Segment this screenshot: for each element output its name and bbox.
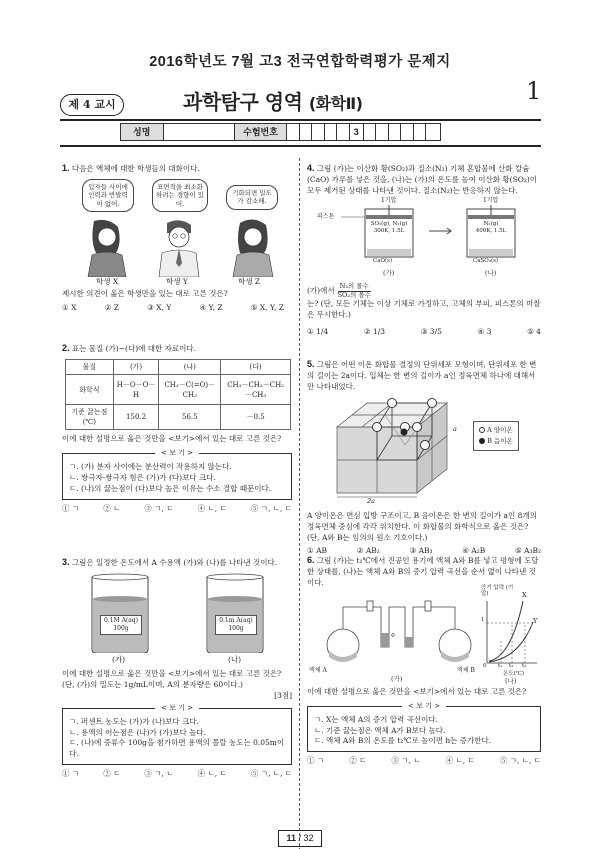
q1-question: 제시한 의견이 옳은 학생만을 있는 대로 고른 것은? [62, 289, 228, 299]
exam-digit-cell[interactable] [287, 124, 300, 140]
exam-number-label: 수험번호 [235, 124, 287, 140]
q2-table [65, 359, 291, 430]
q4-frac-pre: (가)에서 [307, 285, 335, 295]
q3-caption-b: (나) [228, 655, 242, 665]
q1-choice[interactable]: ③ X, Y [147, 302, 172, 312]
q1-bubble-x: 입자들 사이에 인력과 반발력이 없어. [82, 179, 134, 212]
q2-choice[interactable]: ⑤ ㄱ, ㄴ, ㄷ [250, 503, 292, 513]
beaker-b-mass: 100g [228, 624, 244, 632]
q2-number: 2. [62, 343, 70, 353]
page-total: 32 [303, 833, 314, 843]
q1-number: 1. [62, 163, 70, 173]
page-indicator: 11 / 32 [0, 830, 600, 847]
q6-number: 6. [307, 555, 315, 565]
q2-question: 이에 대한 설명으로 옳은 것만을 <보기>에서 있는 대로 고른 것은? [62, 434, 282, 444]
q2-bogi-item: ㄴ. 쌍극자-쌍극자 힘은 (가)가 (다)보다 크다. [69, 473, 216, 483]
q4-piston-label: 피스톤 [317, 212, 335, 220]
q2-choice[interactable]: ④ ㄴ, ㄷ [197, 503, 227, 513]
q4-choice[interactable]: ① 1/4 [307, 327, 329, 337]
q4-gas-a-cond: 300K, 1.5L [373, 228, 405, 235]
q2-choice[interactable]: ③ ㄱ, ㄷ [144, 503, 174, 513]
q6-x-tick: t₁ [498, 662, 503, 669]
q4-gas-b-cond: 400K, 1.5L [475, 228, 507, 235]
q6-x-tick: 0 [483, 662, 487, 669]
q3-bogi-title: < 보 기 > [155, 703, 199, 713]
q5-edge-label: 2a [367, 496, 376, 505]
vp-graph [487, 601, 537, 663]
name-label: 성명 [121, 124, 164, 140]
q4-number: 4. [307, 163, 315, 173]
q2-bogi-box [62, 449, 292, 500]
q6-curve-y: Y [533, 616, 538, 625]
q2-header: (가) [113, 360, 159, 375]
header-rule [60, 119, 541, 121]
beakers-illustration [62, 573, 292, 653]
student-z-figure [233, 219, 273, 277]
q4-gas-a [366, 221, 412, 236]
period-badge: 제 4 교시 [60, 94, 124, 116]
q3-choice[interactable]: ③ ㄱ, ㄴ [144, 769, 174, 779]
q6-choice[interactable]: ② ㄷ [349, 756, 367, 766]
q3-points: [3점] [274, 690, 292, 700]
exam-digit-cell[interactable] [312, 124, 325, 140]
q5-legend-a: A 양이온 [487, 425, 513, 434]
q6-curve-x: X [522, 590, 527, 599]
q3-figure [62, 573, 292, 665]
q2-formula: CH₃－CH₂－CH₂－CH₃ [221, 375, 291, 405]
q5-choice[interactable]: ③ AB₃ [409, 546, 433, 556]
exam-title: 2016학년도 7월 고3 전국연합학력평가 문제지 [149, 54, 451, 70]
q1-stem: 다음은 액체에 대한 학생들의 대화이다. [71, 164, 200, 173]
q2-row-label: 기준 끓는점(℃) [66, 405, 114, 430]
beaker-b [207, 574, 263, 653]
q2-header: (나) [159, 360, 221, 375]
q4-pressure-a: 1기압 [381, 196, 397, 204]
q3-choice[interactable]: ① ㄱ [62, 769, 80, 779]
q4-caption-b: (나) [485, 268, 497, 277]
q4-frac-num: N₂의 몰수 [339, 281, 369, 290]
student-x-figure [88, 220, 126, 277]
q6-stem: 그림 (가)는 t₁℃에서 진공인 용기에 액체 A와 B를 넣고 평형에 도달한 상태를, (나)는 액체 A와 B의 증기 압력 곡선을 순서 없이 나타낸 것이다. [307, 556, 539, 587]
name-box [120, 123, 441, 141]
q6-bogi-box [307, 701, 541, 753]
q2-choice[interactable]: ② ㄴ [103, 503, 121, 513]
q1-choice[interactable]: ⑤ X, Y, Z [250, 302, 284, 312]
q6-liquid-a: 액체 A [309, 666, 327, 674]
beaker-a-mass: 100g [113, 624, 129, 632]
q5-choice[interactable]: ② AB₂ [356, 546, 380, 556]
question-3 [62, 556, 292, 780]
q5-choice[interactable]: ⑤ A₃B₂ [514, 546, 541, 556]
exam-digit-cell[interactable] [389, 124, 402, 140]
q1-bubble-y: 표면적을 최소화하려는 경향이 있어. [152, 179, 208, 212]
exam-digit-cell: 3 [350, 124, 364, 140]
q4-gas-a-comp: SO₂(g), N₂(g) [370, 220, 408, 227]
q6-choice[interactable]: ⑤ ㄱ, ㄴ, ㄷ [499, 756, 541, 766]
q6-bogi-title: < 보 기 > [402, 701, 446, 711]
q4-frac-post: 는? (단, 모든 기체는 이상 기체로 가정하고, 고체의 부피, 피스톤의 마찰은 무시한다.) [307, 299, 541, 320]
exam-digit-cell[interactable] [337, 124, 350, 140]
q3-number: 3. [62, 557, 70, 567]
q5-choice[interactable]: ① AB [307, 546, 328, 556]
subject-paren: (화학Ⅱ) [308, 94, 363, 113]
q4-figure [307, 196, 541, 279]
q1-choice[interactable]: ④ Y, Z [199, 302, 223, 312]
q4-gas-b-comp: N₂(g) [483, 220, 499, 227]
q5-legend [473, 421, 519, 451]
q2-choice[interactable]: ① ㄱ [62, 503, 80, 513]
question-1 [62, 162, 292, 314]
q6-x-axis-label: 온도(℃) [503, 670, 525, 677]
q4-question-line [307, 283, 541, 300]
question-6 [307, 554, 541, 767]
q3-stem: 그림은 일정한 온도에서 A 수용액 (가)와 (나)를 나타낸 것이다. [71, 558, 278, 567]
q2-bp: 150.2 [113, 405, 159, 430]
question-5 [307, 358, 541, 557]
q4-frac-den: SO₂의 몰수 [337, 290, 371, 299]
q6-choice[interactable]: ③ ㄱ, ㄴ [391, 756, 421, 766]
exam-digit-cell[interactable] [401, 124, 414, 140]
q1-choices [62, 303, 292, 314]
subject-name: 과학탐구 영역 [183, 90, 303, 114]
subject-title [183, 88, 362, 117]
q5-side-label: a [453, 424, 457, 433]
exam-digit-cell[interactable] [376, 124, 389, 140]
q4-caption-a: (가) [383, 268, 395, 277]
q5-choice[interactable]: ④ A₂B [462, 546, 486, 556]
column-separator [299, 158, 300, 849]
q3-bogi-item: ㄴ. 용액의 어는점은 (나)가 (가)보다 높다. [69, 727, 207, 737]
beaker-a-conc: 0.1M A(aq) [103, 617, 139, 625]
q2-bp: －0.5 [221, 405, 291, 430]
q1-student-y-label: 학생 Y [166, 277, 188, 287]
q4-gas-b [468, 221, 514, 236]
q4-stem: 그림 (가)는 이산화 황(SO₂)과 질소(N₂) 기체 혼합물에 산화 칼슘(CaO) 가루를 넣은 것을, (나)는 (가)의 온도를 높여 이산화 황(SO₂)이 모두 제거된 상태를 나타낸 것이다. 질소(N₂)는 반응하지 않는다. [307, 164, 538, 195]
q2-formula: CH₃－C(=O)－CH₃ [159, 375, 221, 405]
q3-choice[interactable]: ④ ㄴ, ㄷ [197, 769, 227, 779]
student-y-figure [159, 220, 199, 277]
q2-bogi-title: < 보 기 > [155, 448, 199, 458]
q3-bogi-item: ㄱ. 퍼센트 농도는 (가)가 (나)보다 크다. [69, 716, 199, 726]
exam-digit-cell[interactable] [364, 124, 377, 140]
q1-student-x-label: 학생 X [96, 277, 119, 287]
q1-bubble-z: 기화되면 밀도가 감소해. [226, 185, 278, 210]
q6-caption-a: (가) [391, 674, 403, 683]
q2-stem: 표는 물질 (가)~(다)에 대한 자료이다. [71, 344, 196, 353]
q4-choices [307, 327, 541, 338]
q1-figure [62, 179, 292, 287]
q5-question: A 양이온은 면심 입방 구조이고, B 음이온은 한 변의 길이가 a인 8개의 정육면체 중심에 각각 위치한다. 이 화합물의 화학식으로 옳은 것은? (단, A와 B는 임의의 원소 기호이다.) [307, 510, 537, 542]
q3-choice[interactable]: ⑤ ㄱ, ㄴ, ㄷ [250, 769, 292, 779]
q4-choice[interactable]: ③ 3/5 [420, 327, 442, 337]
q6-caption-b: (나) [505, 676, 517, 685]
q2-bogi-item: ㄱ. (가) 분자 사이에는 분산력이 작용하지 않는다. [69, 462, 232, 472]
q1-student-z-label: 학생 Z [238, 277, 261, 287]
q6-bogi-item: ㄱ. X는 액체 A의 증기 압력 곡선이다. [314, 714, 439, 724]
q2-choices [62, 504, 292, 515]
q6-figure [307, 584, 541, 685]
beaker-b-conc: 0.1m A(aq) [219, 617, 253, 625]
q6-question: 이에 대한 설명으로 옳은 것만을 <보기>에서 있는 대로 고른 것은? [307, 686, 527, 696]
q2-bogi-item: ㄷ. (나)의 끓는점이 (다)보다 높은 이유는 수소 결합 때문이다. [69, 484, 272, 494]
question-2 [62, 342, 292, 515]
body-rule [60, 145, 541, 147]
q3-choice[interactable]: ② ㄷ [103, 769, 121, 779]
students-illustration [62, 219, 292, 277]
q6-y-axis-label: 증기 압력 (기압) [481, 584, 514, 598]
q5-figure [307, 397, 541, 505]
beaker-a-label [100, 615, 142, 635]
exam-digit-cell[interactable] [325, 124, 338, 140]
q4-solid-b: CaSO₃(s) [473, 257, 499, 264]
q6-choices [307, 756, 541, 767]
beaker-a [92, 574, 148, 653]
q4-fraction [338, 283, 371, 300]
q4-solid-a: CaO(s) [373, 257, 393, 264]
q5-stem: 그림은 어떤 이온 화합물 결정의 단위세포 모형이며, 단위세포 한 변의 길이는 2a이다. 입체는 한 변의 길이가 a인 정육면체 하나에 대해서만 나타내었다. [307, 360, 537, 391]
page-number: 1 [526, 77, 542, 105]
exam-digit-cell[interactable] [426, 124, 440, 140]
q6-x-tick: t₃ [522, 662, 527, 669]
q6-bogi-item: ㄷ. 액체 A와 B의 온도를 t₂℃로 높이면 h는 증가한다. [314, 736, 492, 746]
q6-choice[interactable]: ① ㄱ [307, 756, 325, 766]
exam-digit-cell[interactable] [414, 124, 427, 140]
flask-apparatus [327, 601, 471, 662]
q4-choice[interactable]: ② 1/3 [363, 327, 386, 337]
q1-choice[interactable]: ① X [62, 302, 77, 312]
q3-bogi-box [62, 703, 292, 766]
q2-header: 물질 [66, 360, 114, 375]
q6-liquid-b: 액체 B [457, 666, 475, 674]
q2-row-label: 화학식 [66, 375, 114, 405]
q2-header: (다) [221, 360, 291, 375]
q5-legend-b: B 음이온 [487, 436, 513, 445]
exam-digit-cell[interactable] [300, 124, 313, 140]
q3-bogi-item: ㄷ. (나)에 증류수 100g을 첨가하면 용액의 몰랄 농도는 0.05m이다. [69, 738, 285, 759]
q4-pressure-b: 1기압 [483, 196, 499, 204]
q3-caption-a: (가) [112, 655, 126, 665]
q1-choice[interactable]: ② Z [104, 302, 119, 312]
q6-bogi-item: ㄴ. 기준 끓는점은 액체 A가 B보다 높다. [314, 725, 446, 735]
name-field[interactable] [164, 124, 235, 140]
page-current: 11 [286, 833, 296, 843]
beaker-b-label [215, 615, 257, 635]
reaction-arrow [429, 228, 451, 234]
q2-formula: H－O－O－H [113, 375, 159, 405]
q4-choice[interactable]: ④ 3 [477, 327, 492, 337]
q4-choice[interactable]: ⑤ 4 [527, 327, 541, 337]
unit-cell-illustration [317, 397, 467, 501]
q3-question: 이에 대한 설명으로 옳은 것만을 <보기>에서 있는 대로 고른 것은? (단, (가)의 밀도는 1g/mL이며, A의 분자량은 60이다.) [62, 669, 282, 689]
q6-x-tick: t₂ [509, 662, 514, 669]
q6-y-tick: 1 [481, 616, 485, 623]
question-4 [307, 162, 541, 338]
q5-number: 5. [307, 359, 315, 369]
q2-bp: 56.5 [159, 405, 221, 430]
q6-choice[interactable]: ④ ㄴ, ㄷ [445, 756, 475, 766]
q3-choices [62, 769, 292, 780]
